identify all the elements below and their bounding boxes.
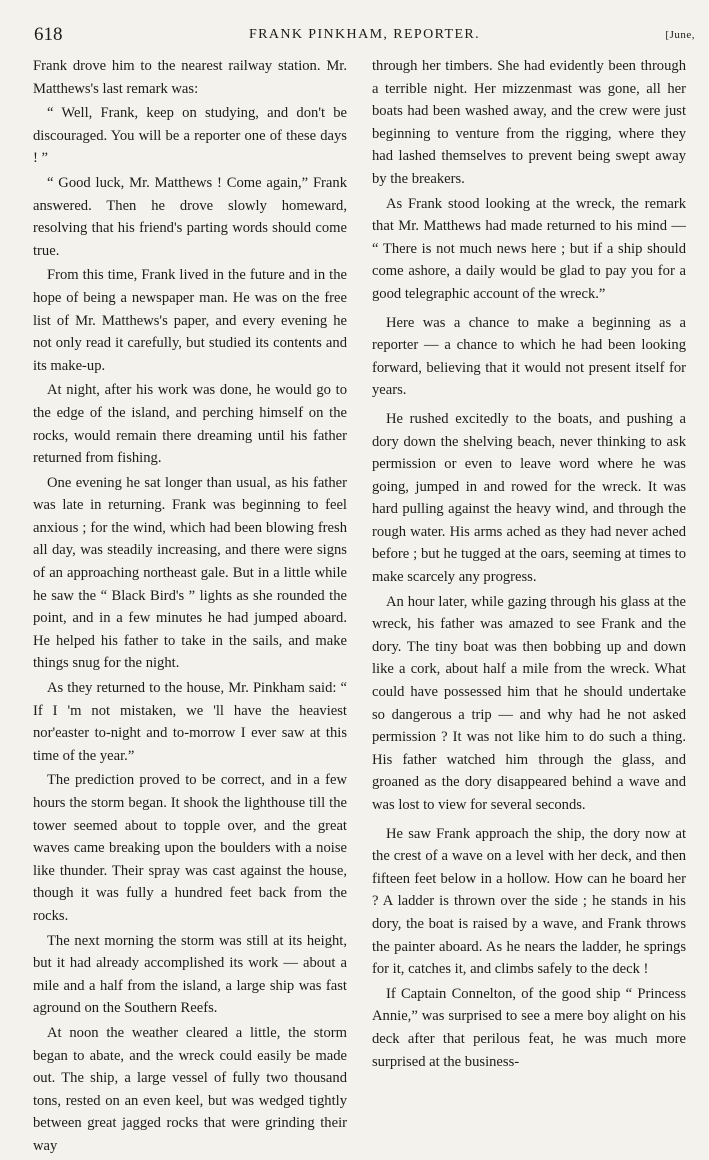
paragraph: Frank drove him to the nearest railway station. Mr. Matthews's last remark was: [33,58,347,97]
paragraph: As they returned to the house, Mr. Pinkham said: “ If I 'm not mistaken, we 'll have the heaviest nor'easter to-night and to-morrow I ever saw at this time of the year.” [33,680,347,764]
paragraph: Here was a chance to make a beginning as a reporter — a chance to which he had been looking forward, believing that it would not present itself for years. [372,314,686,399]
paragraph: The prediction proved to be correct, and in a few hours the storm began. It shook the lighthouse till the tower seemed about to topple over, and the great waves came breaking upon the boulders with a noise like thunder. Their spray was cast against the house, though it was fully a hundred feet back from the rocks. [33,772,347,924]
paragraph: As Frank stood looking at the wreck, the remark that Mr. Matthews had made returned to his mind — “ There is not much news here ; but if a ship should come ashore, a daily would be glad to pay you for a good telegraphic account of the wreck.” [372,195,686,302]
paragraph: At night, after his work was done, he would go to the edge of the island, and perching himself on the rocks, would remain there dreaming until his father returned from fishing. [33,382,347,467]
paragraph: He rushed excitedly to the boats, and pushing a dory down the shelving beach, never thinking to ask permission or even to leave word where he was going, jumped in and rowed for the wreck. It was hard pulling against the heavy wind, and through the rough water. His arms ached as they had never ached before ; but he tugged at the oars, seeming at times to make scarcely any progress. [372,410,686,586]
paragraph: One evening he sat longer than usual, as his father was late in returning. Frank was beginning to feel anxious ; for the wind, which had been blowing fresh all day, was steadily increasing, and there were signs of an approaching northeast gale. But in a little while he saw the “ Black Bird's ” lights as she rounded the point, and in a few minutes he had jumped aboard. He helped his father to take in the sails, and make things snug for the night. [33,474,347,672]
paragraph: An hour later, while gazing through his glass at the wreck, his father was amazed to see Frank and the dory. The tiny boat was then bobbing up and down like a cork, about half a mile from the wreck. What could have possessed him that he should undertake so dangerous a trip — and why had he not asked permission ? It was not like him to do such a thing. His father watched him through the glass, and groaned as the dory disappeared behind a wave and was lost to view for several seconds. [372,593,686,813]
left-column [33,55,347,1160]
page-header [34,24,695,48]
paragraph: He saw Frank approach the ship, the dory now at the crest of a wave on a level with her deck, and then fifteen feet below in a hollow. How can he board her ? A ladder is thrown over the side ; he stands in his dory, the boat is raised by a wave, and Frank throws the painter aboard. As he nears the ladder, he springs for it, catches it, and climbs safely to the deck ! [372,825,686,978]
paragraph: If Captain Connelton, of the good ship “ Princess Annie,” was surprised to see a mere boy alight on his deck after that perilous feat, he was much more surprised at the business- [372,985,686,1070]
right-column [372,55,686,1075]
paragraph: From this time, Frank lived in the future and in the hope of being a newspaper man. He was on the free list of Mr. Matthews's paper, and every evening he not only read it carefully, but studied its contents and its make-up. [33,267,347,374]
issue-month: [June, [665,29,695,41]
paragraph: “ Well, Frank, keep on studying, and don't be discouraged. You will be a reporter one of these days ! ” [33,105,347,167]
paragraph: through her timbers. She had evidently been through a terrible night. Her mizzenmast was gone, all her boats had been washed away, and the crew were just beginning to venture from the rigging, where they had lashed themselves to prevent being swept away by the breakers. [372,58,686,187]
paragraph: The next morning the storm was still at its height, but it had already accomplished its work — about a mile and a half from the island, a large ship was fast aground on the Southern Reefs. [33,932,347,1017]
paragraph: At noon the weather cleared a little, the storm began to abate, and the wreck could easily be made out. The ship, a large vessel of fully two thousand tons, rested on an even keel, but was wedged tightly between great jagged rocks that were grinding their way [33,1024,347,1154]
page-number: 618 [34,24,63,45]
running-title: FRANK PINKHAM, REPORTER. [248,27,481,42]
paragraph: “ Good luck, Mr. Matthews ! Come again,” Frank answered. Then he drove slowly homeward, resolving that his friend's parting words should come true. [33,174,347,259]
